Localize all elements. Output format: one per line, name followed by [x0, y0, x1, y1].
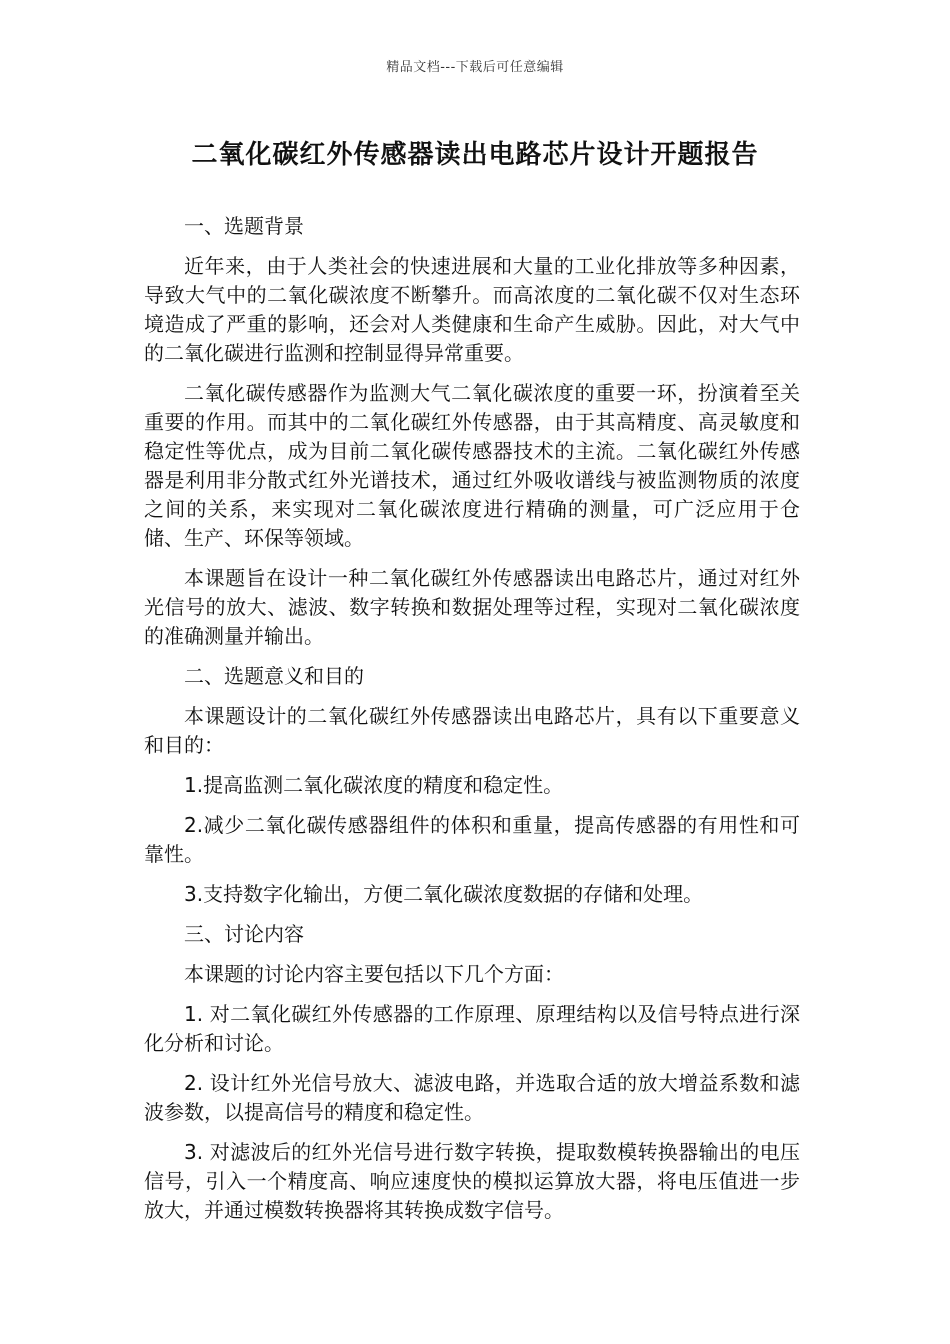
list-item: 2. 设计红外光信号放大、滤波电路，并选取合适的放大增益系数和滤波参数，以提高信号的精度和稳定性。 — [144, 1071, 800, 1124]
document-title: 二氧化碳红外传感器读出电路芯片设计开题报告 — [191, 140, 759, 170]
list-item: 1.提高监测二氧化碳浓度的精度和稳定性。 — [184, 773, 564, 797]
list-item: 2.减少二氧化碳传感器组件的体积和重量，提高传感器的有用性和可靠性。 — [144, 813, 800, 866]
document-body — [144, 212, 800, 1236]
paragraph: 二氧化碳传感器作为监测大气二氧化碳浓度的重要一环，扮演着至关重要的作用。而其中的二氧化碳红外传感器，由于其高精度、高灵敏度和稳定性等优点，成为目前二氧化碳传感器技术的主流。二氧化碳红外传感器是利用非分散式红外光谱技术，通过红外吸收谱线与被监测物质的浓度之间的关系，来实现对二氧化碳浓度进行精确的测量，可广泛应用于仓储、生产、环保等领域。 — [144, 381, 800, 550]
paragraph: 本课题的讨论内容主要包括以下几个方面： — [184, 962, 564, 986]
paragraph: 本课题旨在设计一种二氧化碳红外传感器读出电路芯片，通过对红外光信号的放大、滤波、数字转换和数据处理等过程，实现对二氧化碳浓度的准确测量并输出。 — [144, 566, 800, 648]
paragraph: 本课题设计的二氧化碳红外传感器读出电路芯片，具有以下重要意义和目的： — [144, 704, 800, 757]
list-item: 3.支持数字化输出，方便二氧化碳浓度数据的存储和处理。 — [184, 882, 704, 906]
list-item: 3. 对滤波后的红外光信号进行数字转换，提取数模转换器输出的电压信号，引入一个精度高、响应速度快的模拟运算放大器，将电压值进一步放大，并通过模数转换器将其转换成数字信号。 — [144, 1140, 800, 1222]
section-heading-background: 一、选题背景 — [184, 214, 304, 238]
section-heading-content: 三、讨论内容 — [184, 922, 304, 946]
list-item: 1. 对二氧化碳红外传感器的工作原理、原理结构以及信号特点进行深化分析和讨论。 — [144, 1002, 800, 1055]
header-note: 精品文档---下载后可任意编辑 — [386, 60, 564, 75]
paragraph: 近年来，由于人类社会的快速进展和大量的工业化排放等多种因素，导致大气中的二氧化碳浓度不断攀升。而高浓度的二氧化碳不仅对生态环境造成了严重的影响，还会对人类健康和生命产生威胁。因此，对大气中的二氧化碳进行监测和控制显得异常重要。 — [144, 254, 800, 365]
section-heading-significance: 二、选题意义和目的 — [184, 664, 364, 688]
